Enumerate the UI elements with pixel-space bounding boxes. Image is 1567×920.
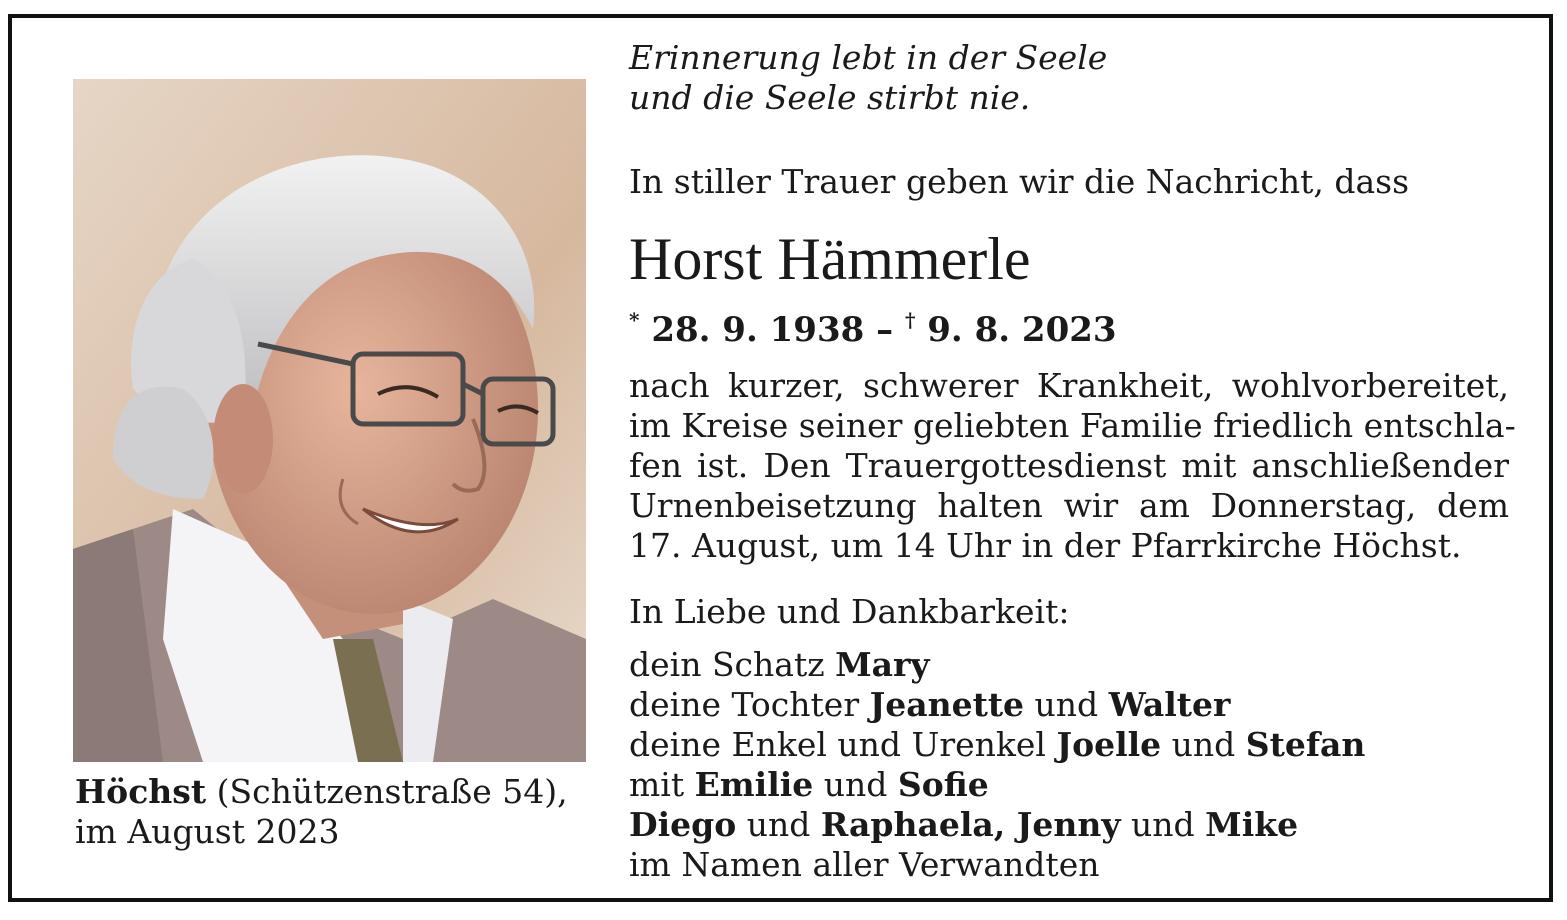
caption-line-2: im August 2023 [75,812,340,851]
family-row [629,685,1365,725]
caption-address: (Schützenstraße 54), [206,772,568,811]
family-row [629,645,1365,685]
family-name: Joelle [1056,725,1162,764]
motto-line-1: Erinnerung lebt in der Seele [629,38,1108,77]
thanks-line: In Liebe und Dankbarkeit: [629,592,1070,631]
motto [629,38,1529,118]
body-line: 17. August, um 14 Uhr in der Pfarrkirche Höchst. [629,526,1462,565]
family-name: Jeanette [869,685,1025,724]
date-separator: – [876,310,894,350]
birth-symbol: * [629,308,640,332]
family-name: Diego [629,805,737,844]
family-name: Raphaela, Jenny [820,805,1121,844]
photo-caption [75,772,605,852]
deceased-name: Horst Hämmerle [629,226,1031,292]
family-name: Walter [1108,685,1231,724]
family-row: im Namen aller Verwandten [629,845,1100,884]
family-name: Emilie [694,765,814,804]
death-date: 9. 8. 2023 [927,310,1117,350]
family-text: und [736,805,821,844]
family-text: dein Schatz [629,645,836,684]
family-name: Mary [835,645,930,684]
family-text: deine Tochter [629,685,870,724]
body-line: fen ist. Den Trauergottesdienst mit anschließender [629,446,1509,485]
family-text: und [1120,805,1206,844]
family-row [629,725,1365,765]
notice-body [629,366,1516,566]
family-text: deine Enkel und Urenkel [629,725,1057,764]
family-name: Sofie [897,765,989,804]
intro-text: In stiller Trauer geben wir die Nachricht, dass [629,162,1410,201]
birth-date: 28. 9. 1938 [651,310,865,350]
body-line: nach kurzer, schwerer Krankheit, wohlvorbereitet, [629,366,1509,405]
family-text: und [1024,685,1109,724]
body-line: Urnenbeisetzung halten wir am Donnerstag, dem [629,486,1509,525]
death-symbol: † [904,308,916,332]
body-line: im Kreise seiner geliebten Familie friedlich entschla- [629,406,1516,445]
family-name: Stefan [1245,725,1366,764]
caption-line-1 [75,772,605,812]
caption-place: Höchst [75,772,207,811]
family-text: mit [629,765,695,804]
portrait-photo [73,79,586,762]
motto-line-2: und die Seele stirbt nie. [629,78,1031,117]
family-list [629,645,1365,885]
family-text: und [813,765,898,804]
family-row [629,805,1365,845]
family-name: Mike [1205,805,1299,844]
life-dates [629,298,1117,352]
family-text: und [1161,725,1246,764]
family-row [629,765,1365,805]
